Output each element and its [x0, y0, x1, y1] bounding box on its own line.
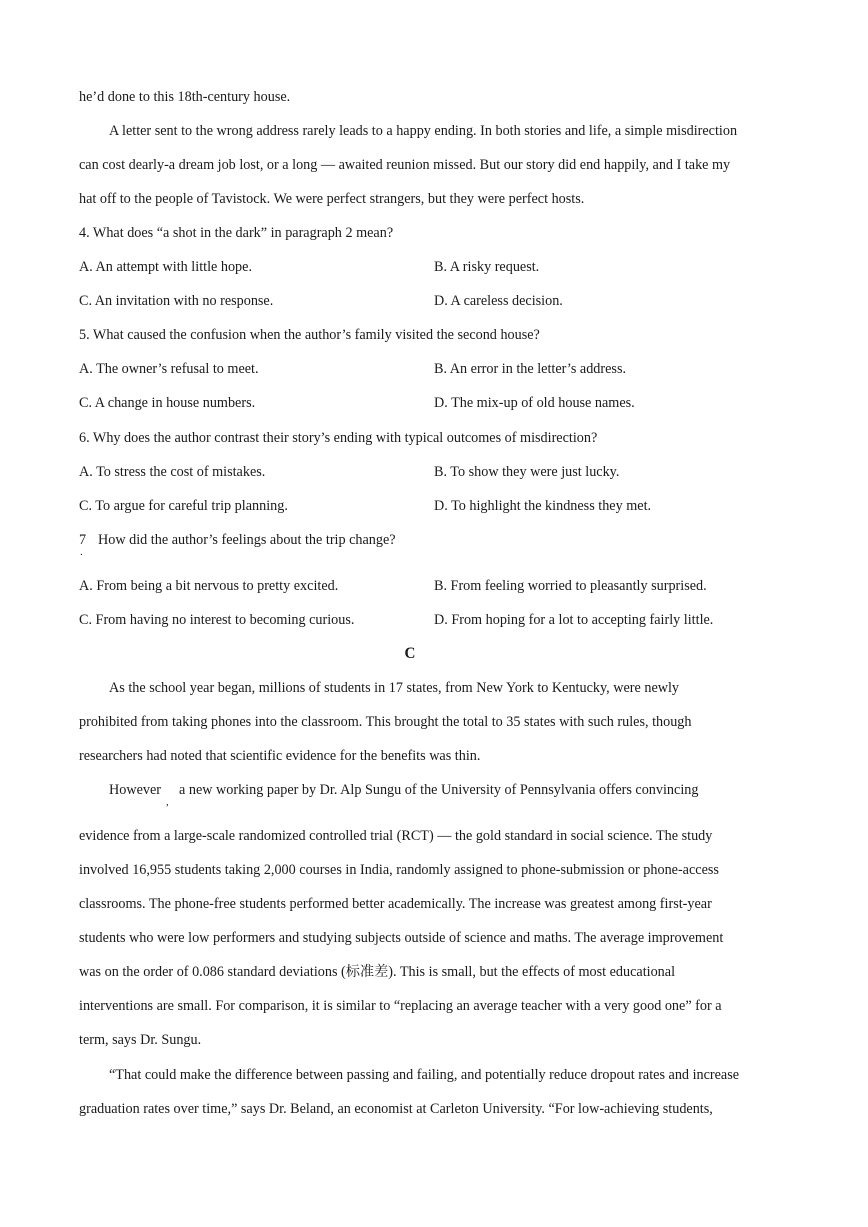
option-a: A. To stress the cost of mistakes.	[79, 464, 266, 480]
option-c: C. An invitation with no response.	[79, 293, 274, 309]
passage-line: hat off to the people of Tavistock. We were perfect strangers, but they were perfect hosts.	[79, 191, 585, 207]
stray-period-mark: .	[80, 546, 83, 558]
question-stem: 5. What caused the confusion when the author’s family visited the second house?	[79, 327, 540, 343]
passage-line: graduation rates over time,” says Dr. Beland, an economist at Carleton University. “For low-achieving students,	[79, 1101, 713, 1117]
option-b: B. From feeling worried to pleasantly surprised.	[434, 578, 707, 594]
passage-line: A letter sent to the wrong address rarely leads to a happy ending. In both stories and life, a simple misdirection	[109, 123, 738, 139]
question-stem: 6. Why does the author contrast their story’s ending with typical outcomes of misdirection?	[79, 430, 598, 446]
passage-line: classrooms. The phone-free students performed better academically. The increase was greatest among first-year	[79, 896, 712, 912]
passage-line: he’d done to this 18th-century house.	[79, 89, 291, 105]
option-a: A. An attempt with little hope.	[79, 259, 252, 275]
option-d: D. The mix-up of old house names.	[434, 395, 635, 411]
option-d: D. A careless decision.	[434, 293, 563, 309]
passage-line: As the school year began, millions of students in 17 states, from New York to Kentucky, were newly	[109, 680, 680, 696]
stray-comma-mark: ,	[166, 796, 169, 808]
section-heading: C	[404, 645, 416, 662]
passage-line: researchers had noted that scientific evidence for the benefits was thin.	[79, 748, 481, 764]
option-a: A. The owner’s refusal to meet.	[79, 361, 259, 377]
passage-line: evidence from a large-scale randomized controlled trial (RCT) — the gold standard in social science. The study	[79, 828, 713, 844]
option-c: C. From having no interest to becoming curious.	[79, 612, 355, 628]
option-d: D. From hoping for a lot to accepting fairly little.	[434, 612, 714, 628]
passage-word: However	[109, 782, 161, 798]
option-b: B. To show they were just lucky.	[434, 464, 620, 480]
passage-line: interventions are small. For comparison, it is similar to “replacing an average teacher with a very good one” for a	[79, 998, 722, 1014]
question-number: 7	[79, 532, 87, 548]
option-b: B. An error in the letter’s address.	[434, 361, 627, 377]
option-c: C. To argue for careful trip planning.	[79, 498, 288, 514]
passage-line: was on the order of 0.086 standard deviations (标准差). This is small, but the effects of most educational	[79, 964, 676, 980]
passage-line: students who were low performers and studying subjects outside of science and maths. The average improvement	[79, 930, 724, 946]
question-stem: 4. What does “a shot in the dark” in paragraph 2 mean?	[79, 225, 394, 241]
passage-line: “That could make the difference between passing and failing, and potentially reduce dropout rates and increase	[109, 1067, 740, 1083]
option-a: A. From being a bit nervous to pretty excited.	[79, 578, 339, 594]
passage-line: involved 16,955 students taking 2,000 courses in India, randomly assigned to phone-submission or phone-access	[79, 862, 719, 878]
option-c: C. A change in house numbers.	[79, 395, 256, 411]
question-stem: How did the author’s feelings about the trip change?	[98, 532, 396, 548]
passage-line: can cost dearly-a dream job lost, or a long — awaited reunion missed. But our story did end happily, and I take my	[79, 157, 731, 173]
passage-line: prohibited from taking phones into the classroom. This brought the total to 35 states with such rules, though	[79, 714, 692, 730]
option-d: D. To highlight the kindness they met.	[434, 498, 652, 514]
passage-line: a new working paper by Dr. Alp Sungu of the University of Pennsylvania offers convincing	[179, 782, 699, 798]
option-b: B. A risky request.	[434, 259, 540, 275]
passage-line: term, says Dr. Sungu.	[79, 1032, 202, 1048]
